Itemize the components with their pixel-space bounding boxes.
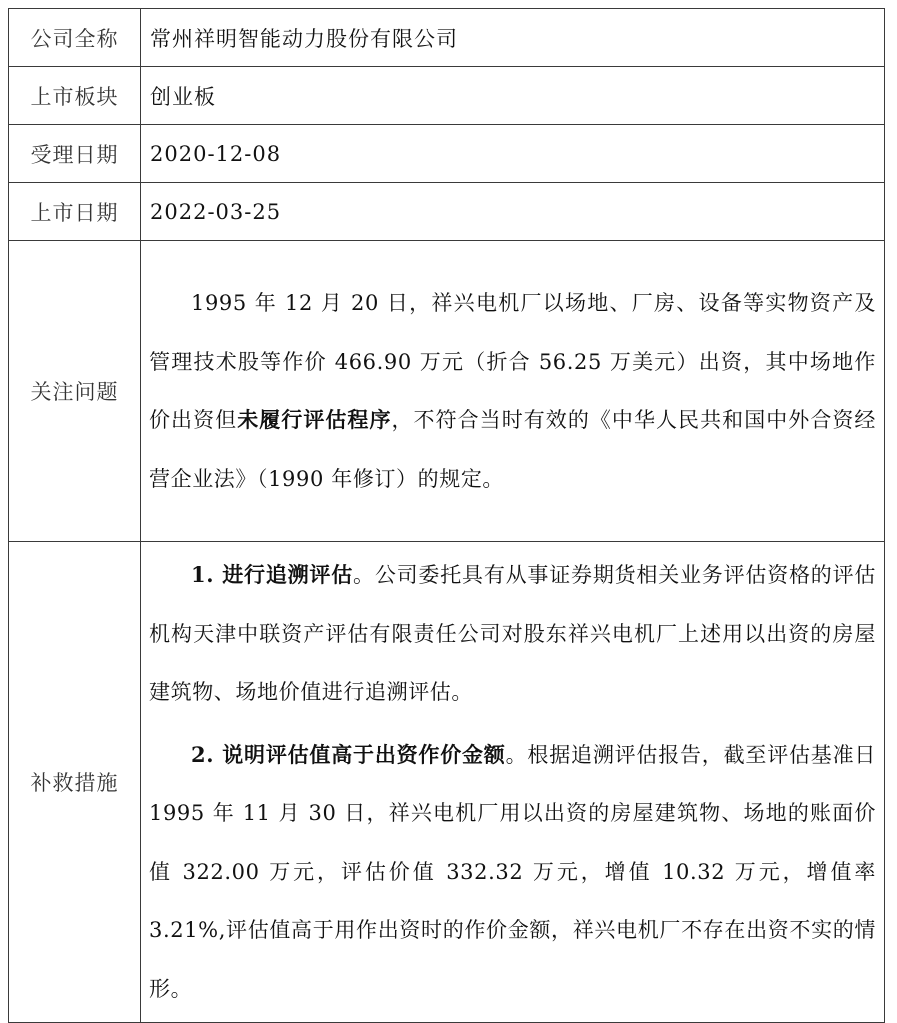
table-row bbox=[9, 67, 885, 125]
label-company-name: 公司全称 bbox=[9, 9, 141, 67]
label-listing-board: 上市板块 bbox=[9, 67, 141, 125]
concern-text-after: ，不符合当时有效的《中华人民共和国中外合资经营企业法》（1990 年修订）的规定。 bbox=[149, 408, 877, 491]
remedy-item-1-text: 。公司委托具有从事证券期货相关业务评估资格的评估机构天津中联资产评估有限责任公司对股东祥兴电机厂上述用以出资的房屋建筑物、场地价值进行追溯评估。 bbox=[149, 563, 876, 704]
label-remedy: 补救措施 bbox=[9, 542, 141, 1023]
remedy-item-1-title: 1. 进行追溯评估 bbox=[191, 562, 354, 587]
concern-text-before: 1995 年 12 月 20 日，祥兴电机厂以场地、厂房、设备等实物资产及管理技术股等作价 466.90 万元（折合 56.25 万美元）出资，其中场地作价出资但 bbox=[149, 291, 876, 432]
value-company-name: 常州祥明智能动力股份有限公司 bbox=[141, 9, 885, 67]
label-concern: 关注问题 bbox=[9, 241, 141, 542]
value-listing-date: 2022-03-25 bbox=[141, 183, 885, 241]
company-info-table bbox=[8, 8, 885, 1023]
value-acceptance-date: 2020-12-08 bbox=[141, 125, 885, 183]
concern-cell bbox=[141, 241, 885, 542]
remedy-cell bbox=[141, 542, 885, 1023]
concern-text-bold: 未履行评估程序 bbox=[237, 407, 392, 432]
remedy-item-2 bbox=[141, 726, 884, 1023]
remedy-item-2-title: 2. 说明评估值高于出资作价金额 bbox=[191, 741, 506, 767]
table-row bbox=[9, 9, 885, 67]
remedy-item-2-text: 。根据追溯评估报告，截至评估基准日 1995 年 11 月 30 日，祥兴电机厂用以出资的房屋建筑物、场地的账面价值 322.00 万元，评估价值 332.32 万元，增值 10.32 万元，增值率 3.21%,评估值高于用作出资时的作价金额，祥兴电机厂不存在出资不实的情形。 bbox=[149, 742, 876, 1001]
label-acceptance-date: 受理日期 bbox=[9, 125, 141, 183]
table-row bbox=[9, 542, 885, 1023]
table-row bbox=[9, 241, 885, 542]
concern-paragraph bbox=[141, 270, 884, 512]
label-listing-date: 上市日期 bbox=[9, 183, 141, 241]
remedy-item-1 bbox=[141, 542, 884, 726]
table-row bbox=[9, 183, 885, 241]
table-row bbox=[9, 125, 885, 183]
value-listing-board: 创业板 bbox=[141, 67, 885, 125]
